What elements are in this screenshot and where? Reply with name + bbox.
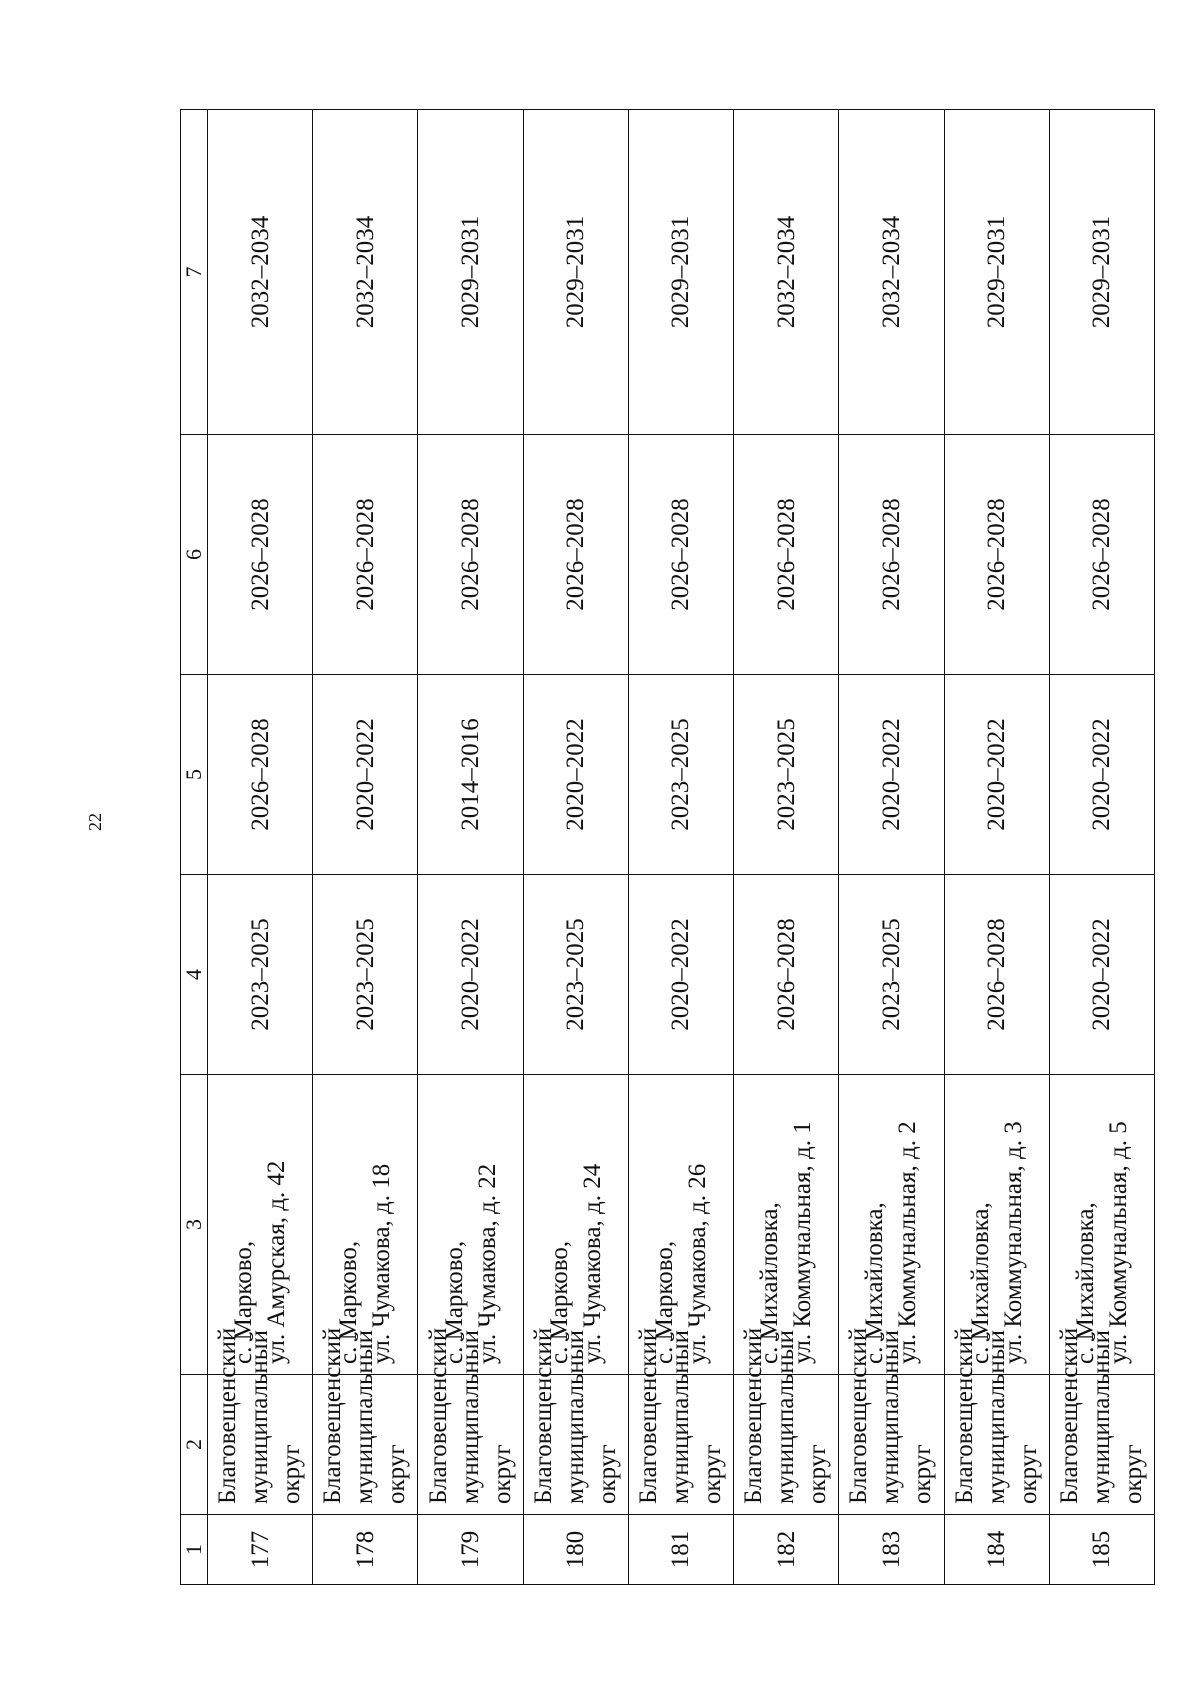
column-header-3: 3 bbox=[181, 1075, 208, 1375]
period-cell-col7: 2029–2031 bbox=[523, 110, 628, 435]
address-settlement: с. Марково, bbox=[545, 1240, 573, 1364]
period-cell-col4: 2020–2022 bbox=[628, 875, 733, 1075]
column-header-7: 7 bbox=[181, 110, 208, 435]
period-cell-col4: 2023–2025 bbox=[523, 875, 628, 1075]
period-cell-col7: 2029–2031 bbox=[944, 110, 1049, 435]
period-cell-col4: 2026–2028 bbox=[734, 875, 839, 1075]
table-row bbox=[734, 110, 839, 1585]
period-cell-col7: 2029–2031 bbox=[1049, 110, 1154, 435]
address-settlement: с. Марково, bbox=[650, 1240, 678, 1364]
address-street: ул. Амурская, д. 42 bbox=[263, 1160, 291, 1364]
table-row bbox=[418, 110, 523, 1585]
period-cell-col5: 2020–2022 bbox=[523, 675, 628, 875]
period-cell-col7: 2032–2034 bbox=[208, 110, 313, 435]
row-number-cell: 183 bbox=[839, 1515, 944, 1585]
address-street: ул. Коммунальная, д. 3 bbox=[999, 1121, 1027, 1364]
table-row bbox=[313, 110, 418, 1585]
municipality-cell: Благовещенский муниципальный округ bbox=[208, 1375, 313, 1515]
column-header-4: 4 bbox=[181, 875, 208, 1075]
row-number-cell: 182 bbox=[734, 1515, 839, 1585]
address-street: ул. Чумакова, д. 18 bbox=[368, 1163, 396, 1364]
period-cell-col4: 2020–2022 bbox=[1049, 875, 1154, 1075]
table-row bbox=[944, 110, 1049, 1585]
page-number: 22 bbox=[85, 813, 105, 831]
row-number-cell: 179 bbox=[418, 1515, 523, 1585]
municipality-cell: Благовещенский муниципальный округ bbox=[628, 1375, 733, 1515]
period-cell-col4: 2020–2022 bbox=[418, 875, 523, 1075]
address-settlement: с. Михайловка, bbox=[1071, 1202, 1099, 1364]
table-body bbox=[208, 110, 1155, 1585]
address-street: ул. Коммунальная, д. 5 bbox=[1104, 1121, 1132, 1364]
period-cell-col6: 2026–2028 bbox=[1049, 435, 1154, 675]
municipality-cell: Благовещенский муниципальный округ bbox=[523, 1375, 628, 1515]
period-cell-col7: 2029–2031 bbox=[628, 110, 733, 435]
period-cell-col6: 2026–2028 bbox=[313, 435, 418, 675]
address-settlement: с. Михайловка, bbox=[861, 1202, 889, 1364]
address-settlement: с. Марково, bbox=[440, 1240, 468, 1364]
address-street: ул. Коммунальная, д. 1 bbox=[789, 1121, 817, 1364]
table-row bbox=[628, 110, 733, 1585]
table-row bbox=[839, 110, 944, 1585]
row-number-cell: 177 bbox=[208, 1515, 313, 1585]
period-cell-col6: 2026–2028 bbox=[734, 435, 839, 675]
period-cell-col6: 2026–2028 bbox=[523, 435, 628, 675]
municipality-cell: Благовещенский муниципальный округ bbox=[839, 1375, 944, 1515]
period-cell-col5: 2014–2016 bbox=[418, 675, 523, 875]
municipality-cell: Благовещенский муниципальный округ bbox=[734, 1375, 839, 1515]
period-cell-col6: 2026–2028 bbox=[628, 435, 733, 675]
column-header-1: 1 bbox=[181, 1515, 208, 1585]
table-row bbox=[208, 110, 313, 1585]
period-cell-col6: 2026–2028 bbox=[944, 435, 1049, 675]
registry-table bbox=[180, 109, 1155, 1585]
period-cell-col6: 2026–2028 bbox=[208, 435, 313, 675]
address-street: ул. Чумакова, д. 26 bbox=[683, 1163, 711, 1364]
column-header-5: 5 bbox=[181, 675, 208, 875]
table-row bbox=[523, 110, 628, 1585]
period-cell-col4: 2026–2028 bbox=[944, 875, 1049, 1075]
period-cell-col7: 2032–2034 bbox=[313, 110, 418, 435]
row-number-cell: 180 bbox=[523, 1515, 628, 1585]
municipality-cell: Благовещенский муниципальный округ bbox=[944, 1375, 1049, 1515]
period-cell-col5: 2023–2025 bbox=[628, 675, 733, 875]
address-street: ул. Коммунальная, д. 2 bbox=[894, 1121, 922, 1364]
address-street: ул. Чумакова, д. 24 bbox=[578, 1163, 606, 1364]
period-cell-col5: 2023–2025 bbox=[734, 675, 839, 875]
header-row bbox=[181, 110, 208, 1585]
column-header-2: 2 bbox=[181, 1375, 208, 1515]
period-cell-col5: 2020–2022 bbox=[1049, 675, 1154, 875]
period-cell-col6: 2026–2028 bbox=[839, 435, 944, 675]
period-cell-col5: 2026–2028 bbox=[208, 675, 313, 875]
column-header-6: 6 bbox=[181, 435, 208, 675]
municipality-cell: Благовещенский муниципальный округ bbox=[313, 1375, 418, 1515]
address-street: ул. Чумакова, д. 22 bbox=[473, 1163, 501, 1364]
period-cell-col7: 2032–2034 bbox=[734, 110, 839, 435]
period-cell-col5: 2020–2022 bbox=[839, 675, 944, 875]
table-container bbox=[180, 110, 1155, 1585]
row-number-cell: 184 bbox=[944, 1515, 1049, 1585]
period-cell-col5: 2020–2022 bbox=[944, 675, 1049, 875]
municipality-cell: Благовещенский муниципальный округ bbox=[1049, 1375, 1154, 1515]
period-cell-col4: 2023–2025 bbox=[313, 875, 418, 1075]
address-settlement: с. Марково, bbox=[230, 1240, 258, 1364]
address-settlement: с. Михайловка, bbox=[756, 1202, 784, 1364]
period-cell-col4: 2023–2025 bbox=[208, 875, 313, 1075]
address-settlement: с. Михайловка, bbox=[966, 1202, 994, 1364]
period-cell-col5: 2020–2022 bbox=[313, 675, 418, 875]
municipality-cell: Благовещенский муниципальный округ bbox=[418, 1375, 523, 1515]
row-number-cell: 178 bbox=[313, 1515, 418, 1585]
period-cell-col7: 2029–2031 bbox=[418, 110, 523, 435]
period-cell-col7: 2032–2034 bbox=[839, 110, 944, 435]
row-number-cell: 185 bbox=[1049, 1515, 1154, 1585]
row-number-cell: 181 bbox=[628, 1515, 733, 1585]
period-cell-col4: 2023–2025 bbox=[839, 875, 944, 1075]
address-settlement: с. Марково, bbox=[335, 1240, 363, 1364]
period-cell-col6: 2026–2028 bbox=[418, 435, 523, 675]
table-row bbox=[1049, 110, 1154, 1585]
